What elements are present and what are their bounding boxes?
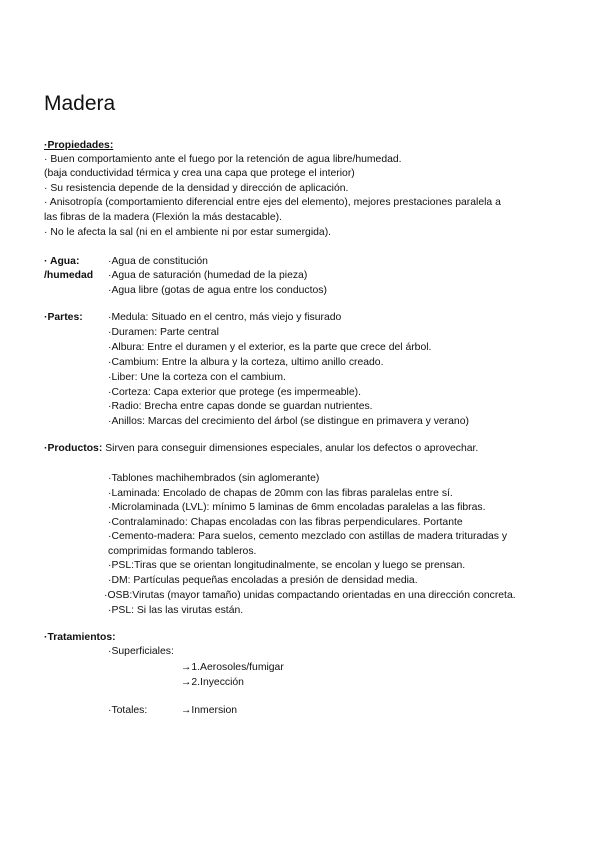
productos-item: ·DM: Partículas pequeñas encoladas a presión de densidad media. xyxy=(108,575,418,586)
superficiales-item: →2.Inyección xyxy=(181,677,244,688)
propiedades-line: (baja conductividad térmica y crea una capa que protege el interior) xyxy=(44,168,355,179)
productos-item: comprimidas formando tableros. xyxy=(108,546,257,557)
agua-item: ·Agua de constitución xyxy=(108,256,208,267)
partes-item: ·Albura: Entre el duramen y el exterior, es la parte que crece del árbol. xyxy=(108,342,432,353)
productos-line xyxy=(44,443,478,455)
productos-item: ·Contralaminado: Chapas encoladas con las fibras perpendiculares. Portante xyxy=(108,517,463,528)
propiedades-line: · No le afecta la sal (ni en el ambiente ni por estar sumergida). xyxy=(44,227,332,238)
productos-item: ·OSB:Virutas (mayor tamaño) unidas compactando orientadas en una dirección concreta. xyxy=(104,590,516,601)
partes-item: ·Anillos: Marcas del crecimiento del árbol (se distingue en primavera y verano) xyxy=(108,416,469,427)
superficiales-item: →1.Aerosoles/fumigar xyxy=(181,662,284,673)
propiedades-heading: ·Propiedades: xyxy=(44,140,114,151)
productos-item: ·PSL:Tiras que se orientan longitudinalmente, se encolan y luego se prensan. xyxy=(108,560,466,571)
propiedades-line: · Anisotropía (comportamiento diferencial entre ejes del elemento), mejores prestaciones paralela a xyxy=(44,197,501,208)
propiedades-line: · Buen comportamiento ante el fuego por la retención de agua libre/humedad. xyxy=(44,154,402,165)
partes-label: ·Partes: xyxy=(44,312,83,323)
productos-description: Sirven para conseguir dimensiones especiales, anular los defectos o aprovechar. xyxy=(102,443,479,454)
agua-item: ·Agua de saturación (humedad de la pieza) xyxy=(108,270,308,281)
partes-item: ·Liber: Une la corteza con el cambium. xyxy=(108,372,286,383)
partes-item: ·Cambium: Entre la albura y la corteza, ultimo anillo creado. xyxy=(108,357,384,368)
partes-item: ·Duramen: Parte central xyxy=(108,327,219,338)
partes-item: ·Medula: Situado en el centro, más viejo y fisurado xyxy=(108,312,342,323)
agua-label-2: /humedad xyxy=(44,270,94,281)
productos-item: ·PSL: Si las las virutas están. xyxy=(108,605,244,616)
agua-label: · Agua: xyxy=(44,256,80,267)
superficiales-label: ·Superficiales: xyxy=(108,646,174,657)
totales-label: ·Totales: xyxy=(108,705,148,716)
productos-item: ·Cemento-madera: Para suelos, cemento mezclado con astillas de madera trituradas y xyxy=(108,531,508,542)
partes-item: ·Radio: Brecha entre capas donde se guardan nutrientes. xyxy=(108,401,373,412)
productos-item: ·Laminada: Encolado de chapas de 20mm con las fibras paralelas entre sí. xyxy=(108,488,453,499)
totales-item: →Inmersion xyxy=(181,705,238,716)
productos-item: ·Microlaminada (LVL): mínimo 5 laminas de 6mm encoladas paralelas a las fibras. xyxy=(108,502,486,513)
page-title: Madera xyxy=(44,92,116,115)
partes-item: ·Corteza: Capa exterior que protege (es impermeable). xyxy=(108,387,361,398)
propiedades-line: · Su resistencia depende de la densidad y dirección de aplicación. xyxy=(44,183,349,194)
tratamientos-label: ·Tratamientos: xyxy=(44,632,116,643)
productos-item: ·Tablones machihembrados (sin aglomerante) xyxy=(108,473,320,484)
productos-label: ·Productos: xyxy=(44,443,103,454)
propiedades-line: las fibras de la madera (Flexión la más destacable). xyxy=(44,212,282,223)
agua-item: ·Agua libre (gotas de agua entre los conductos) xyxy=(108,285,327,296)
